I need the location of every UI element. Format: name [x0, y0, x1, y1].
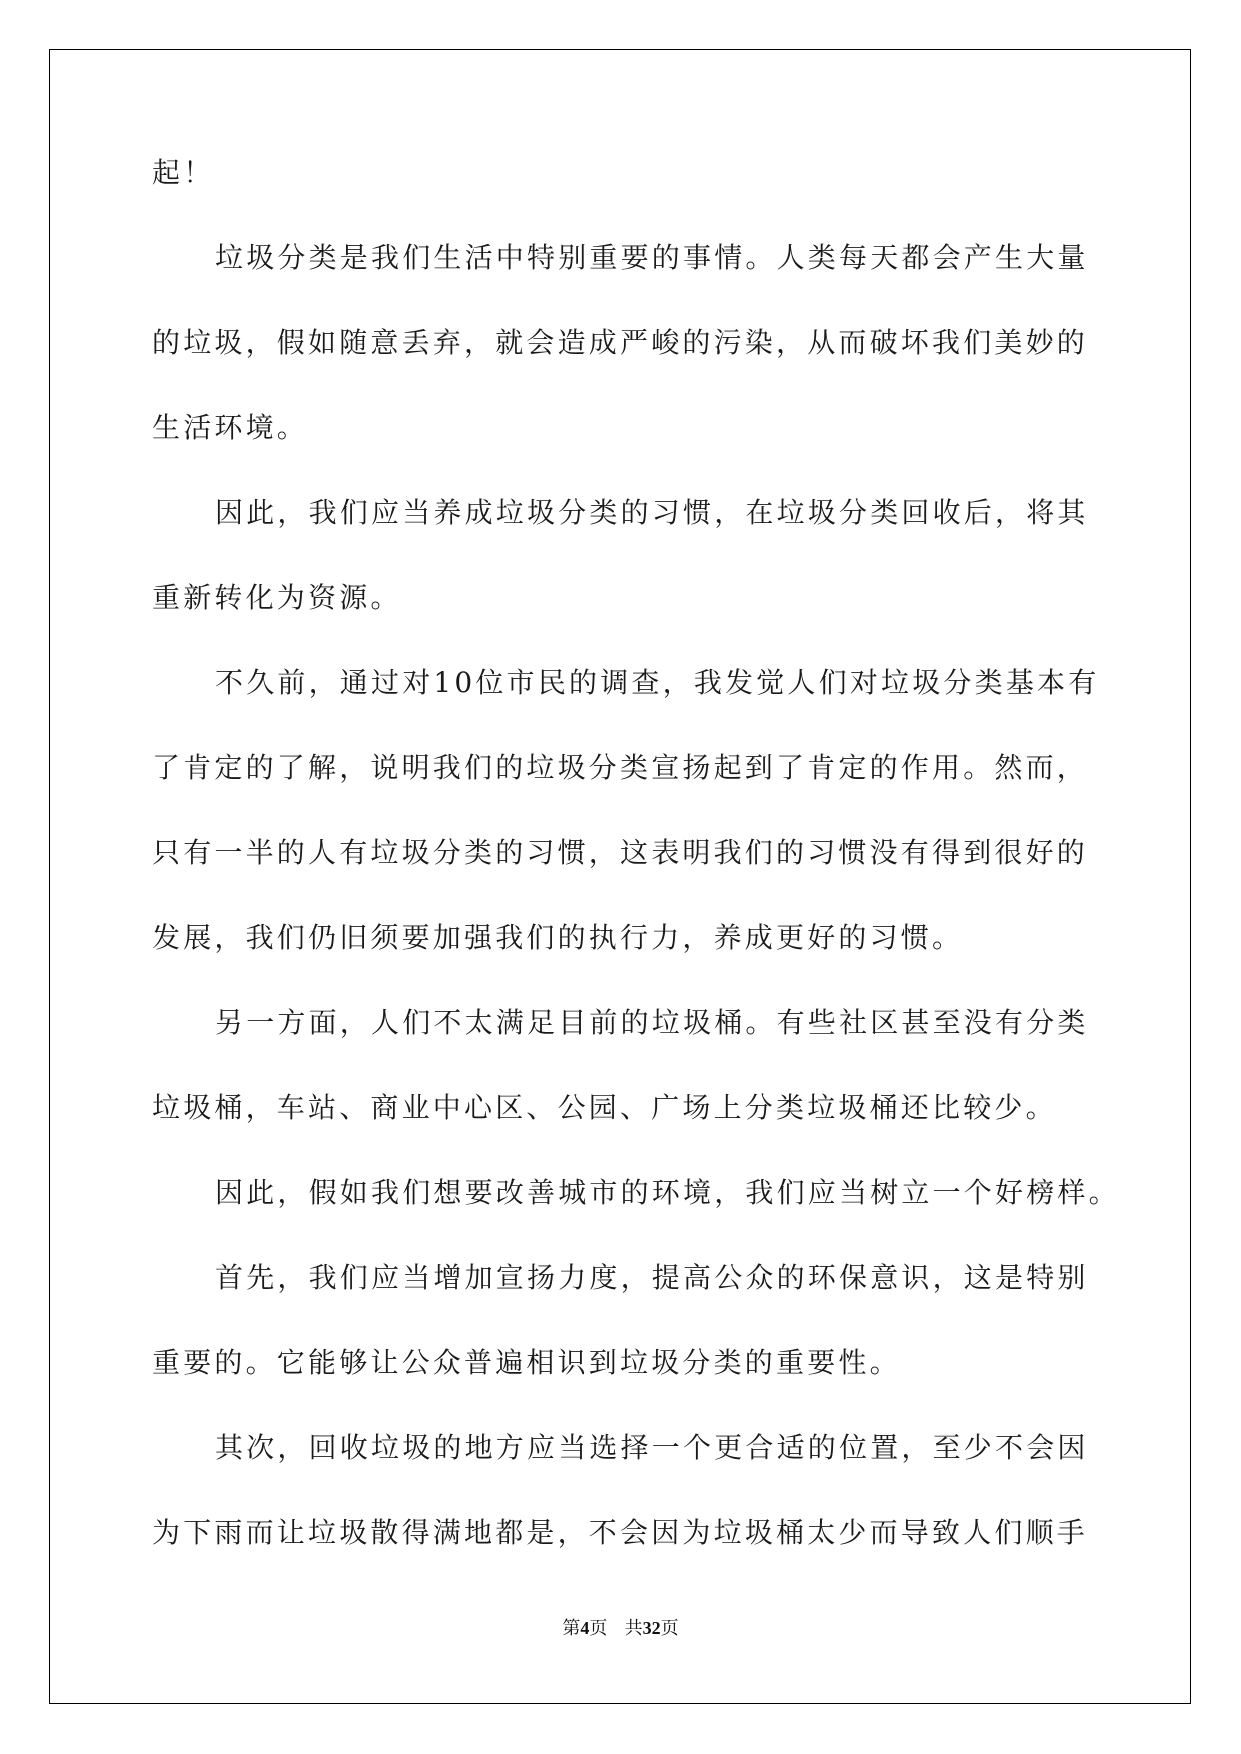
text-line: 因此，假如我们想要改善城市的环境，我们应当树立一个好榜样。 — [215, 1176, 1120, 1209]
document-body — [152, 156, 1120, 1603]
footer-total-prefix: 共 — [624, 1618, 643, 1639]
text-line: 重新转化为资源。 — [152, 581, 402, 614]
text-line: 只有一半的人有垃圾分类的习惯，这表明我们的习惯没有得到很好的 — [152, 836, 1089, 869]
text-line: 为下雨而让垃圾散得满地都是，不会因为垃圾桶太少而导致人们顺手 — [152, 1516, 1089, 1549]
text-line: 其次，回收垃圾的地方应当选择一个更合适的位置，至少不会因 — [215, 1431, 1089, 1464]
text-line: 重要的。它能够让公众普遍相识到垃圾分类的重要性。 — [152, 1346, 901, 1379]
text-line: 因此，我们应当养成垃圾分类的习惯，在垃圾分类回收后，将其 — [215, 496, 1089, 529]
footer-total-suffix: 页 — [660, 1618, 679, 1639]
footer-prefix: 第 — [562, 1618, 581, 1639]
text-line: 的垃圾，假如随意丢弃，就会造成严峻的污染，从而破坏我们美妙的 — [152, 326, 1089, 359]
footer-page-suffix: 页 — [589, 1618, 608, 1639]
text-line: 垃圾桶，车站、商业中心区、公园、广场上分类垃圾桶还比较少。 — [152, 1091, 1057, 1124]
current-page-number: 4 — [580, 1618, 590, 1638]
text-line: 不久前，通过对10位市民的调查，我发觉人们对垃圾分类基本有 — [215, 666, 1100, 699]
total-page-number: 32 — [642, 1618, 661, 1638]
text-line: 首先，我们应当增加宣扬力度，提高公众的环保意识，这是特别 — [215, 1261, 1089, 1294]
page-footer — [0, 1614, 1241, 1640]
text-line: 了肯定的了解，说明我们的垃圾分类宣扬起到了肯定的作用。然而， — [152, 751, 1089, 784]
text-line: 生活环境。 — [152, 411, 309, 444]
text-line: 垃圾分类是我们生活中特别重要的事情。人类每天都会产生大量 — [215, 241, 1089, 274]
text-line: 发展，我们仍旧须要加强我们的执行力，养成更好的习惯。 — [152, 921, 964, 954]
text-line: 另一方面，人们不太满足目前的垃圾桶。有些社区甚至没有分类 — [215, 1006, 1089, 1039]
text-line: 起！ — [152, 156, 215, 189]
